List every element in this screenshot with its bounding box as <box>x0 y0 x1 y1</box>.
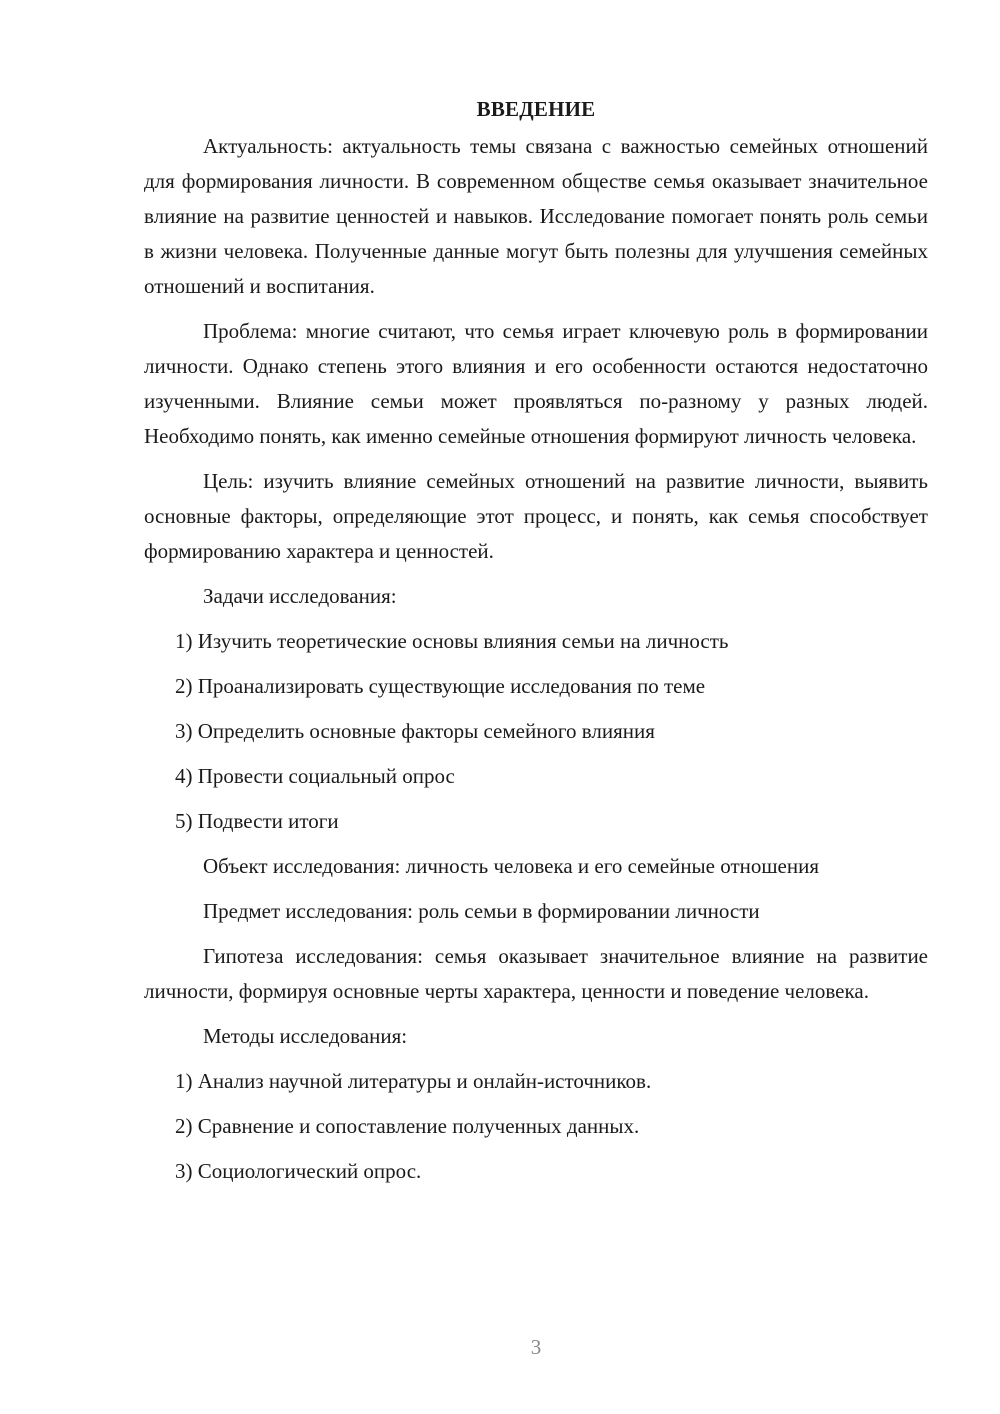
task-item: 5) Подвести итоги <box>175 809 339 833</box>
research-object: Объект исследования: личность человека и его семейные отношения <box>203 854 820 878</box>
hypothesis-paragraph: Гипотеза исследования: семья оказывает значительное влияние на развитие личности, формируя основные черты характера, ценности и поведение человека. <box>144 944 928 1003</box>
document-title: ВВЕДЕНИЕ <box>476 97 596 121</box>
document-page <box>144 92 928 1199</box>
research-subject: Предмет исследования: роль семьи в формировании личности <box>203 899 760 923</box>
tasks-heading: Задачи исследования: <box>203 584 397 608</box>
relevance-paragraph: Актуальность: актуальность темы связана с важностью семейных отношений для формирования личности. В современном обществе семья оказывает значительное влияние на развитие ценностей и навыков. Исследование помогает понять роль семьи в жизни человека. Полученные данные могут быть полезны для улучшения семейных отношений и воспитания. <box>144 134 928 298</box>
page-number: 3 <box>530 1335 542 1359</box>
task-item: 4) Провести социальный опрос <box>175 764 455 788</box>
method-item: 2) Сравнение и сопоставление полученных данных. <box>175 1114 640 1138</box>
methods-heading: Методы исследования: <box>203 1024 408 1048</box>
problem-paragraph: Проблема: многие считают, что семья играет ключевую роль в формировании личности. Однако степень этого влияния и его особенности остаются недостаточно изученными. Влияние семьи может проявляться по-разному у разных людей. Необходимо понять, как именно семейные отношения формируют личность человека. <box>144 319 928 448</box>
task-item: 1) Изучить теоретические основы влияния семьи на личность <box>175 629 729 653</box>
task-item: 2) Проанализировать существующие исследования по теме <box>175 674 706 698</box>
method-item: 3) Социологический опрос. <box>175 1159 422 1183</box>
task-item: 3) Определить основные факторы семейного влияния <box>175 719 655 743</box>
goal-paragraph: Цель: изучить влияние семейных отношений на развитие личности, выявить основные факторы, определяющие этот процесс, и понять, как семья способствует формированию характера и ценностей. <box>144 469 928 563</box>
method-item: 1) Анализ научной литературы и онлайн-источников. <box>175 1069 652 1093</box>
